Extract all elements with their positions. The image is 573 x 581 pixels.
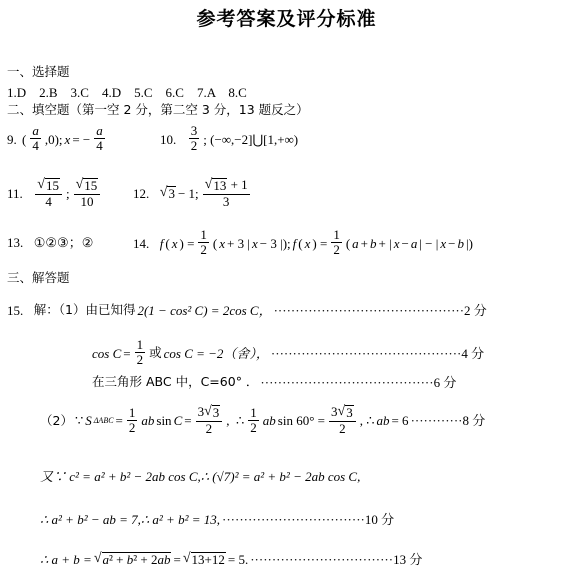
q15-step5: 又∵ c² = a² + b² − 2ab cos C,∴ (√7)² = a² + b² − 2ab cos C, xyxy=(40,469,361,484)
answer-q9: 9. ( $\frac{a}{4}$ ,0); x = − $\frac{a}{4}$ xyxy=(7,123,103,154)
score-4: ············································4 分 xyxy=(270,345,485,361)
answer-q10: 10. $\frac{3}{2}$ ; (−∞,−2]⋃[1,+∞) xyxy=(160,123,299,154)
q15-step1-text: 解：（1）由已知得 xyxy=(33,302,136,318)
q13-value: ①②③；② xyxy=(33,235,94,250)
choice-answers: 1.D 2.B 3.C 4.D 5.C 6.C 7.A 8.C xyxy=(7,85,247,100)
answer-q14: 14. f ( x ) = $\frac{1}{2}$ ( x + 3 | x − 3 |); f ( x ) = $\frac{1}{2}$ ( a + b + | x − a | − | x − b |) xyxy=(133,227,473,258)
q15-step7: ∴ a + b = √ a² + b² + 2ab = √ 13+12 = 5. ·································13 分 xyxy=(40,551,423,568)
q15-step3 xyxy=(92,376,456,389)
q15-step7-equals: = xyxy=(173,552,181,568)
answer-q11: 11. √ 15 4 ; √ 15 10 xyxy=(7,178,102,210)
q15-step3-text: 在三角形 ABC 中，C=60° ． xyxy=(92,374,259,390)
q15-step1-math: 2(1 − cos² C) = 2cos C， xyxy=(137,303,272,318)
score-2: ············································2 分 xyxy=(273,303,487,318)
q13-label: 13. xyxy=(7,235,24,250)
q11-label: 11. xyxy=(7,186,23,202)
section-heading-choice: 一、选择题 xyxy=(7,64,70,79)
q15-step1 xyxy=(7,304,487,317)
q10-interval: ; (−∞,−2]⋃[1,+∞) xyxy=(203,131,299,147)
q15-step6 xyxy=(40,513,394,526)
q15-step7-result: = 5. xyxy=(227,552,249,568)
q15-or: 或 xyxy=(149,344,162,360)
q15-step2-reject: cos C = −2（舍）， xyxy=(163,345,269,361)
section-heading-solve: 三、解答题 xyxy=(7,270,70,285)
q10-label: 10. xyxy=(160,131,177,147)
answer-q12: 12. √ 3 − 1; √ 13 + 1 3 xyxy=(133,177,248,209)
section-heading-fill: 二、填空题（第一空 2 分，第二空 3 分，13 题反之） xyxy=(7,102,309,117)
q9-label: 9. xyxy=(7,131,17,147)
page-title: 参考答案及评分标准 xyxy=(196,8,377,30)
q15-step6-text: ∴ a² + b² − ab = 7,∴ a² + b² = 13, xyxy=(40,512,220,527)
q15-part2: （2） ∵ S ΔABC = $\frac{1}{2}$ ab sin C = 3 √ 3 2 , ∴ $\frac{1}{2}$ ab sin 60° = 3 √ 3 2 , ∴ ab = 6 ············8 分 xyxy=(40,404,486,436)
score-13: ·································13 分 xyxy=(250,552,423,568)
q14-label: 14. xyxy=(133,235,150,251)
q15-step2: cos C = $\frac{1}{2}$ 或 cos C = −2（舍）， ············································4 分 xyxy=(92,337,485,368)
score-8: ············8 分 xyxy=(410,413,486,429)
answer-q13 xyxy=(7,236,93,249)
q12-label: 12. xyxy=(133,186,150,202)
score-6: ········································6 分 xyxy=(260,375,457,390)
q15-label: 15. xyxy=(7,303,24,318)
q15-part2-label: （2） xyxy=(40,412,73,428)
q15-step7-prefix: ∴ a + b = xyxy=(40,552,92,568)
score-10: ·································10 分 xyxy=(222,512,395,527)
